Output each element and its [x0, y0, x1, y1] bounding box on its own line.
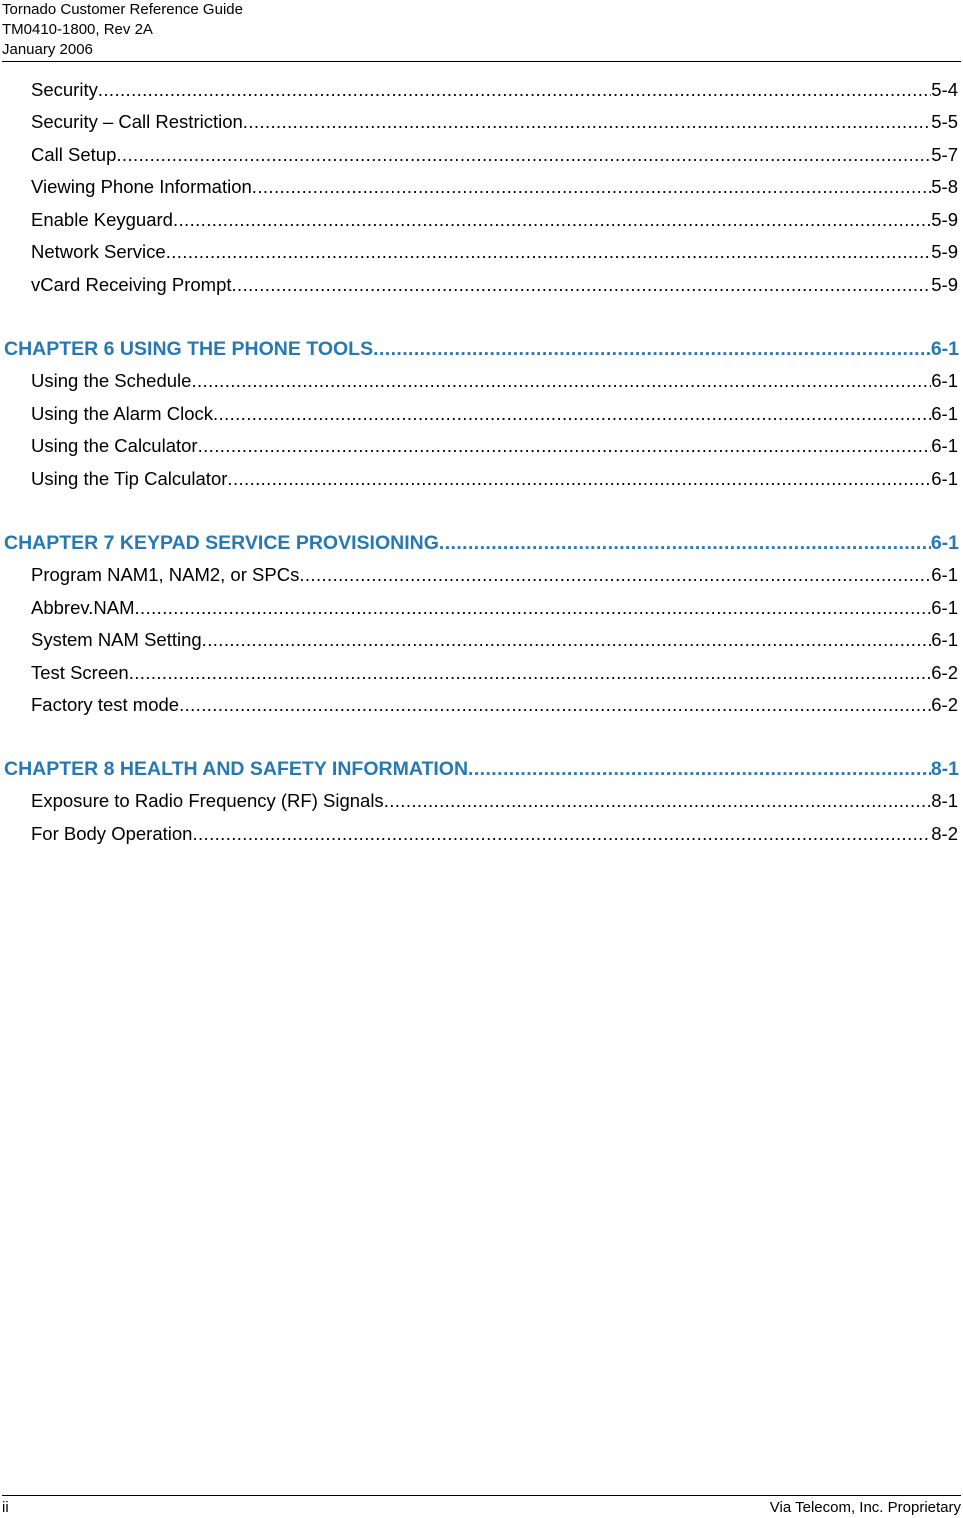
dot-leader: [384, 790, 932, 812]
dot-leader: [116, 144, 931, 166]
document-title: Tornado Customer Reference Guide: [2, 1, 243, 18]
footer-page-number: ii: [2, 1499, 9, 1516]
toc-entry-title: Security – Call Restriction: [31, 111, 243, 132]
page-footer: [2, 1495, 961, 1518]
dot-leader: [198, 435, 932, 457]
dot-leader: [202, 629, 932, 651]
dot-leader: [191, 370, 931, 392]
toc-chapter-page: 6-1: [930, 532, 959, 554]
page-header: [2, 0, 961, 62]
document-number: TM0410-1800, Rev 2A: [2, 21, 153, 38]
toc-entry-title: Test Screen: [31, 662, 129, 683]
toc-entry-title: Network Service: [31, 241, 166, 262]
toc-entry-title: Exposure to Radio Frequency (RF) Signals: [31, 790, 384, 811]
toc-entry-title: For Body Operation: [31, 823, 193, 844]
toc-entry[interactable]: [31, 564, 958, 590]
toc-chapter-title: CHAPTER 8 HEALTH AND SAFETY INFORMATION: [4, 758, 469, 780]
toc-entry[interactable]: [31, 629, 958, 655]
toc-entry-page: 5-5: [931, 111, 958, 132]
toc-entry[interactable]: [31, 79, 958, 105]
toc-entry-title: vCard Receiving Prompt: [31, 274, 232, 295]
toc-entry[interactable]: [31, 435, 958, 461]
toc-entry-page: 5-9: [931, 241, 958, 262]
toc-entry-title: System NAM Setting: [31, 629, 202, 650]
toc-entry[interactable]: [31, 790, 958, 816]
dot-leader: [252, 176, 931, 198]
toc-entry-page: 8-2: [931, 823, 958, 844]
dot-leader: [135, 597, 932, 619]
toc-chapter-8[interactable]: [4, 758, 959, 784]
toc-entry[interactable]: [31, 111, 958, 137]
dot-leader: [232, 274, 932, 296]
toc-entry[interactable]: [31, 241, 958, 267]
toc-entry-title: Enable Keyguard: [31, 209, 173, 230]
toc-entry[interactable]: [31, 468, 958, 494]
toc-entry-page: 5-7: [931, 144, 958, 165]
toc-entry[interactable]: [31, 370, 958, 396]
dot-leader: [129, 662, 932, 684]
toc-entry-page: 6-1: [931, 370, 958, 391]
toc-entry-page: 5-4: [931, 79, 958, 100]
dot-leader: [439, 532, 931, 555]
toc-entry-page: 5-8: [931, 176, 958, 197]
dot-leader: [213, 403, 931, 425]
toc-entry-title: Using the Tip Calculator: [31, 468, 228, 489]
footer-proprietary-notice: Via Telecom, Inc. Proprietary: [769, 1499, 961, 1516]
dot-leader: [243, 111, 931, 133]
toc-chapter-title: CHAPTER 7 KEYPAD SERVICE PROVISIONING: [4, 532, 439, 554]
toc-entry-title: Program NAM1, NAM2, or SPCs: [31, 564, 300, 585]
toc-entry-page: 6-1: [931, 468, 958, 489]
toc-entry-title: Abbrev.NAM: [31, 597, 135, 618]
toc-entry-title: Using the Calculator: [31, 435, 198, 456]
toc-entry-page: 6-1: [931, 629, 958, 650]
toc-entry-page: 6-1: [931, 597, 958, 618]
toc-entry-page: 5-9: [931, 274, 958, 295]
toc-entry[interactable]: [31, 597, 958, 623]
toc-entry-page: 6-1: [931, 564, 958, 585]
dot-leader: [166, 241, 932, 263]
toc-entry-title: Security: [31, 79, 98, 100]
toc-entry-page: 6-1: [931, 403, 958, 424]
toc-entry[interactable]: [31, 694, 958, 720]
dot-leader: [468, 758, 931, 781]
dot-leader: [192, 823, 931, 845]
toc-chapter-page: 6-1: [930, 338, 959, 360]
toc-entry[interactable]: [31, 823, 958, 849]
dot-leader: [227, 468, 931, 490]
dot-leader: [179, 694, 931, 716]
toc-chapter-title: CHAPTER 6 USING THE PHONE TOOLS: [4, 338, 374, 360]
toc-entry[interactable]: [31, 144, 958, 170]
dot-leader: [98, 79, 931, 101]
toc-entry[interactable]: [31, 176, 958, 202]
toc-entry-page: 6-2: [931, 662, 958, 683]
toc-entry[interactable]: [31, 662, 958, 688]
toc-chapter-page: 8-1: [930, 758, 959, 780]
toc-entry[interactable]: [31, 403, 958, 429]
toc-chapter-6[interactable]: [4, 338, 959, 364]
toc-entry-page: 5-9: [931, 209, 958, 230]
toc-entry-title: Call Setup: [31, 144, 117, 165]
toc-entry-title: Using the Schedule: [31, 370, 192, 391]
toc-chapter-7[interactable]: [4, 532, 959, 558]
dot-leader: [173, 209, 931, 231]
toc-entry-page: 6-2: [931, 694, 958, 715]
dot-leader: [299, 564, 931, 586]
toc-entry[interactable]: [31, 274, 958, 300]
toc-entry[interactable]: [31, 209, 958, 235]
toc-entry-page: 8-1: [931, 790, 958, 811]
dot-leader: [373, 338, 931, 361]
toc-entry-title: Factory test mode: [31, 694, 180, 715]
toc-entry-title: Using the Alarm Clock: [31, 403, 213, 424]
document-date: January 2006: [2, 41, 93, 58]
toc-entry-title: Viewing Phone Information: [31, 176, 252, 197]
toc-entry-page: 6-1: [931, 435, 958, 456]
